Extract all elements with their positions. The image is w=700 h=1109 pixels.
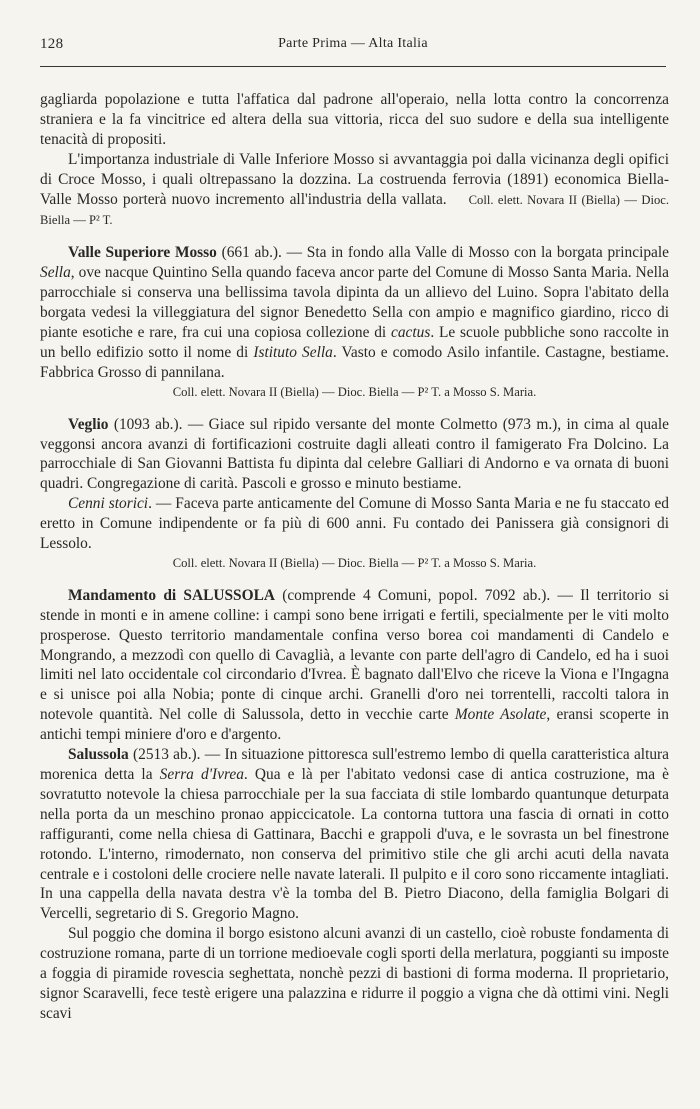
page-header bbox=[40, 36, 666, 60]
entry-text: (comprende 4 Comuni, popol. 7092 ab.). — Il territorio si stende in monti e in amene colline: i campi sono bene irrigati e fertili, specialmente per le viti molto prosperose. Questo territorio mandamentale confina verso borea coi mandamenti di Candelo e Mongrando, a mezzodì con quello di Cavaglià, a levante con parte dell'agro di Candelo, ed ha i suoi limiti nel lato occidentale col circondario d'Ivrea. È bagnato dall'Elvo che riceve la Viona e l'Ingagna e si unisce poi alla Nobia; ponte di cinque archi. Granelli d'oro nei torrentelli, raccolti talora in notevole quantità. Nel colle di Salussola, detto in vecchie carte bbox=[40, 586, 669, 724]
paragraph-salussola-2: Sul poggio che domina il borgo esistono alcuni avanzi di un castello, cioè robuste fondamenta di costruzione romana, parte di un torrione medioevale cogli sporti della merlatura, poggianti su imposte a foggia di piramide rovescia seghettata, nonchè pezzi di bastioni di forma moderna. Il proprietario, signor Scaravelli, fece testè erigere una palazzina e ridurre il poggio a vigna che dà ottimi vini. Negli scavi bbox=[40, 925, 669, 1022]
collegio-note-intro: Coll. elett. Novara II (Biella) — Dioc. Biella — P² T. bbox=[40, 192, 670, 228]
italic-term: Monte Asolate bbox=[454, 706, 547, 724]
running-title: Parte Prima — Alta Italia bbox=[278, 36, 428, 51]
entry-valle-superiore-mosso bbox=[40, 243, 669, 382]
collegio-note-veglio: Coll. elett. Novara II (Biella) — Dioc. Biella — P² T. a Mosso S. Maria. bbox=[172, 555, 537, 570]
section-gap bbox=[40, 231, 669, 243]
section-gap bbox=[40, 403, 669, 415]
entry-mandamento-salussola bbox=[40, 586, 669, 745]
entry-text: , eransi scoperte in antichi tempi miniere d'oro e d'argento. bbox=[40, 706, 669, 744]
page-number: 128 bbox=[40, 36, 64, 52]
header-rule bbox=[40, 66, 666, 67]
entry-heading-salussola: Salussola bbox=[68, 746, 129, 764]
section-gap bbox=[40, 574, 669, 586]
entry-salussola bbox=[40, 745, 669, 924]
italic-term: Serra d'Ivrea bbox=[159, 766, 244, 783]
entry-text: . Le scuole pubbliche sono raccolte in un bello edifizio sotto il nome di bbox=[40, 323, 669, 361]
entry-text: (1093 ab.). — Giace sul ripido versante del monte Colmetto (973 m.), in cima al quale veggonsi ancora avanzi di fortificazioni costruite dagli alleati contro il famigerato Fra Dolcino. La parrocchiale di San Giovanni Battista fu dipinta dal celebre Galliari di Andorno e va ornata di buoni quadri. Congregazione di carità. Pascoli e grosso e minuto bestiame. bbox=[40, 415, 669, 493]
italic-term: Sella bbox=[40, 264, 71, 282]
entry-text: . Vasto e comodo Asilo infantile. Castagne, bestiame. Fabbrica Grosso di pannilana. bbox=[40, 343, 669, 381]
paragraph-intro-2-text: L'importanza industriale di Valle Inferiore Mosso si avvantaggia poi dalla vicinanza degli opifici di Croce Mosso, i quali oltrepassano la dozzina. La costruenda ferrovia (1891) economica Biella-Valle Mosso porterà nuovo incremento all'industria della vallata. bbox=[40, 150, 669, 208]
entry-heading-veglio: Veglio bbox=[68, 415, 109, 433]
entry-text: . — Faceva parte anticamente del Comune di Mosso Santa Maria e ne fu staccato ed eretto in Comune indipendente or fa più di 600 anni. Fu contado dei Panissera già consignori di Lessolo. bbox=[40, 495, 669, 553]
cenni-storici-label: Cenni storici bbox=[68, 495, 149, 513]
collegio-note-valle-superiore: Coll. elett. Novara II (Biella) — Dioc. Biella — P² T. a Mosso S. Maria. bbox=[172, 384, 537, 399]
entry-heading-valle-superiore: Valle Superiore Mosso bbox=[68, 244, 217, 262]
entry-text: , ove nacque Quintino Sella quando faceva ancor parte del Comune di Mosso Santa Maria. Nella parrocchiale si conserva una bellissima tavola dipinta da un allievo del Luino. Sopra l'abitato della borgata vedesi la villeggiatura del signor Benedetto Sella con ampio e magnifico giardino, ricco di piante esotiche e rare, fra cui una copiosa collezione di bbox=[40, 264, 669, 341]
page-body bbox=[40, 90, 669, 1024]
paragraph-cenni-storici bbox=[40, 494, 669, 554]
paragraph-intro-2 bbox=[40, 150, 669, 232]
italic-term: cactus bbox=[391, 323, 431, 341]
entry-text: . Qua e là per l'abitato vedonsi case di antica costruzione, ma è sovratutto notevole la chiesa parrocchiale per la sua facciata di stile lombardo quantunque deturpata nella porta da un meschino pronao appiccicatole. La contorna tuttora una fascia di ornati in cotto raffiguranti, come nella chiesa di Gattinara, Bacchi e grappoli d'uva, e le sovrasta un bel finestrone rotondo. L'interno, rimodernato, non conserva del primitivo stile che gli archi acuti della navata centrale e i costoloni delle crociere nelle navate laterali. Il pulpito e il coro sono riccamente intagliati. In una cappella della navata destra v'è la tomba del B. Pietro Diacono, della famiglia Bolgari di Vercelli, segretario di S. Gregorio Magno. bbox=[40, 766, 669, 923]
italic-term: Istituto Sella bbox=[253, 343, 333, 361]
paragraph-intro-1: gagliarda popolazione e tutta l'affatica dal padrone all'operaio, nella lotta contro la concorrenza straniera e la fa vincitrice ed altera della sua vittoria, ricca del suo sudore e della sua intelligente tenacità di propositi. bbox=[40, 91, 669, 148]
entry-veglio bbox=[40, 415, 669, 495]
entry-heading-mandamento: Mandamento di SALUSSOLA bbox=[68, 586, 275, 604]
entry-text: (661 ab.). — Sta in fondo alla Valle di Mosso con la borgata principale bbox=[216, 244, 669, 262]
entry-text: (2513 ab.). — In situazione pittoresca sull'estremo lembo di quella caratteristica altura morenica detta la bbox=[40, 746, 669, 783]
